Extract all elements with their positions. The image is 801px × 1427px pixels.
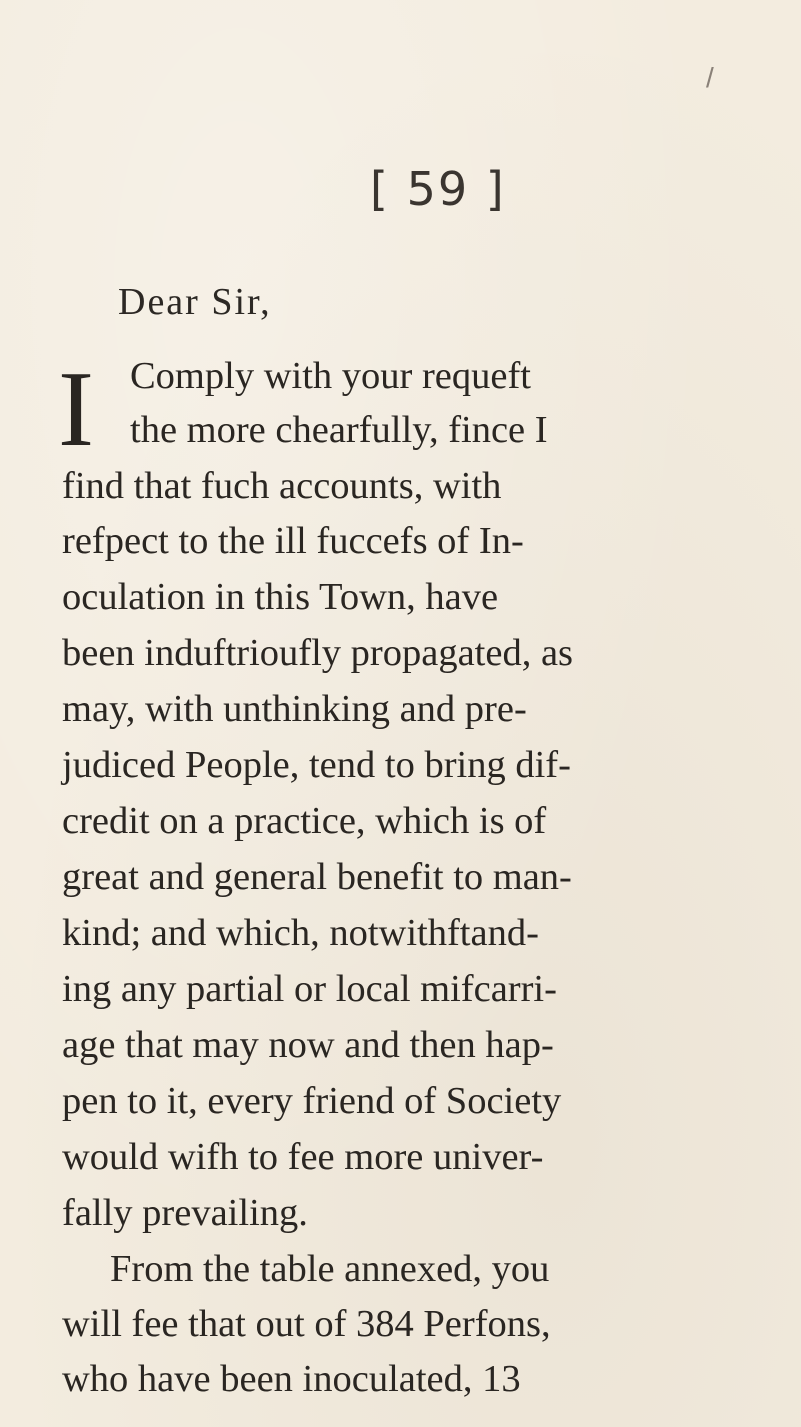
text-line: great and general benefit to man-: [62, 856, 572, 898]
text-line: kind; and which, notwithftand-: [62, 912, 539, 954]
salutation: Dear Sir,: [118, 281, 272, 323]
text-line: age that may now and then hap-: [62, 1024, 554, 1066]
text-line: ing any partial or local mifcarri-: [62, 968, 557, 1010]
text-line: pen to it, every friend of Society: [62, 1080, 562, 1122]
text-line: been induftrioufly propagated, as: [62, 632, 574, 674]
text-line: judiced People, tend to bring dif-: [62, 744, 571, 786]
text-line: who have been inoculated, 13: [62, 1358, 521, 1400]
pencil-mark: /: [706, 62, 714, 93]
drop-cap: I: [58, 350, 94, 469]
text-line: fally prevailing.: [62, 1192, 308, 1234]
text-line: would wifh to fee more univer-: [62, 1136, 544, 1178]
text-line: the more chearfully, fince I: [130, 409, 548, 451]
text-line: From the table annexed, you: [110, 1248, 550, 1290]
text-line: credit on a practice, which is of: [62, 800, 547, 842]
page-number: [ 59 ]: [370, 162, 506, 216]
text-line: oculation in this Town, have: [62, 576, 499, 618]
text-line: refpect to the ill fuccefs of In-: [62, 520, 524, 562]
text-line: Comply with your requeft: [130, 355, 531, 397]
text-line: may, with unthinking and pre-: [62, 688, 527, 730]
text-line: will fee that out of 384 Perfons,: [62, 1303, 551, 1345]
text-line: find that fuch accounts, with: [62, 465, 502, 507]
